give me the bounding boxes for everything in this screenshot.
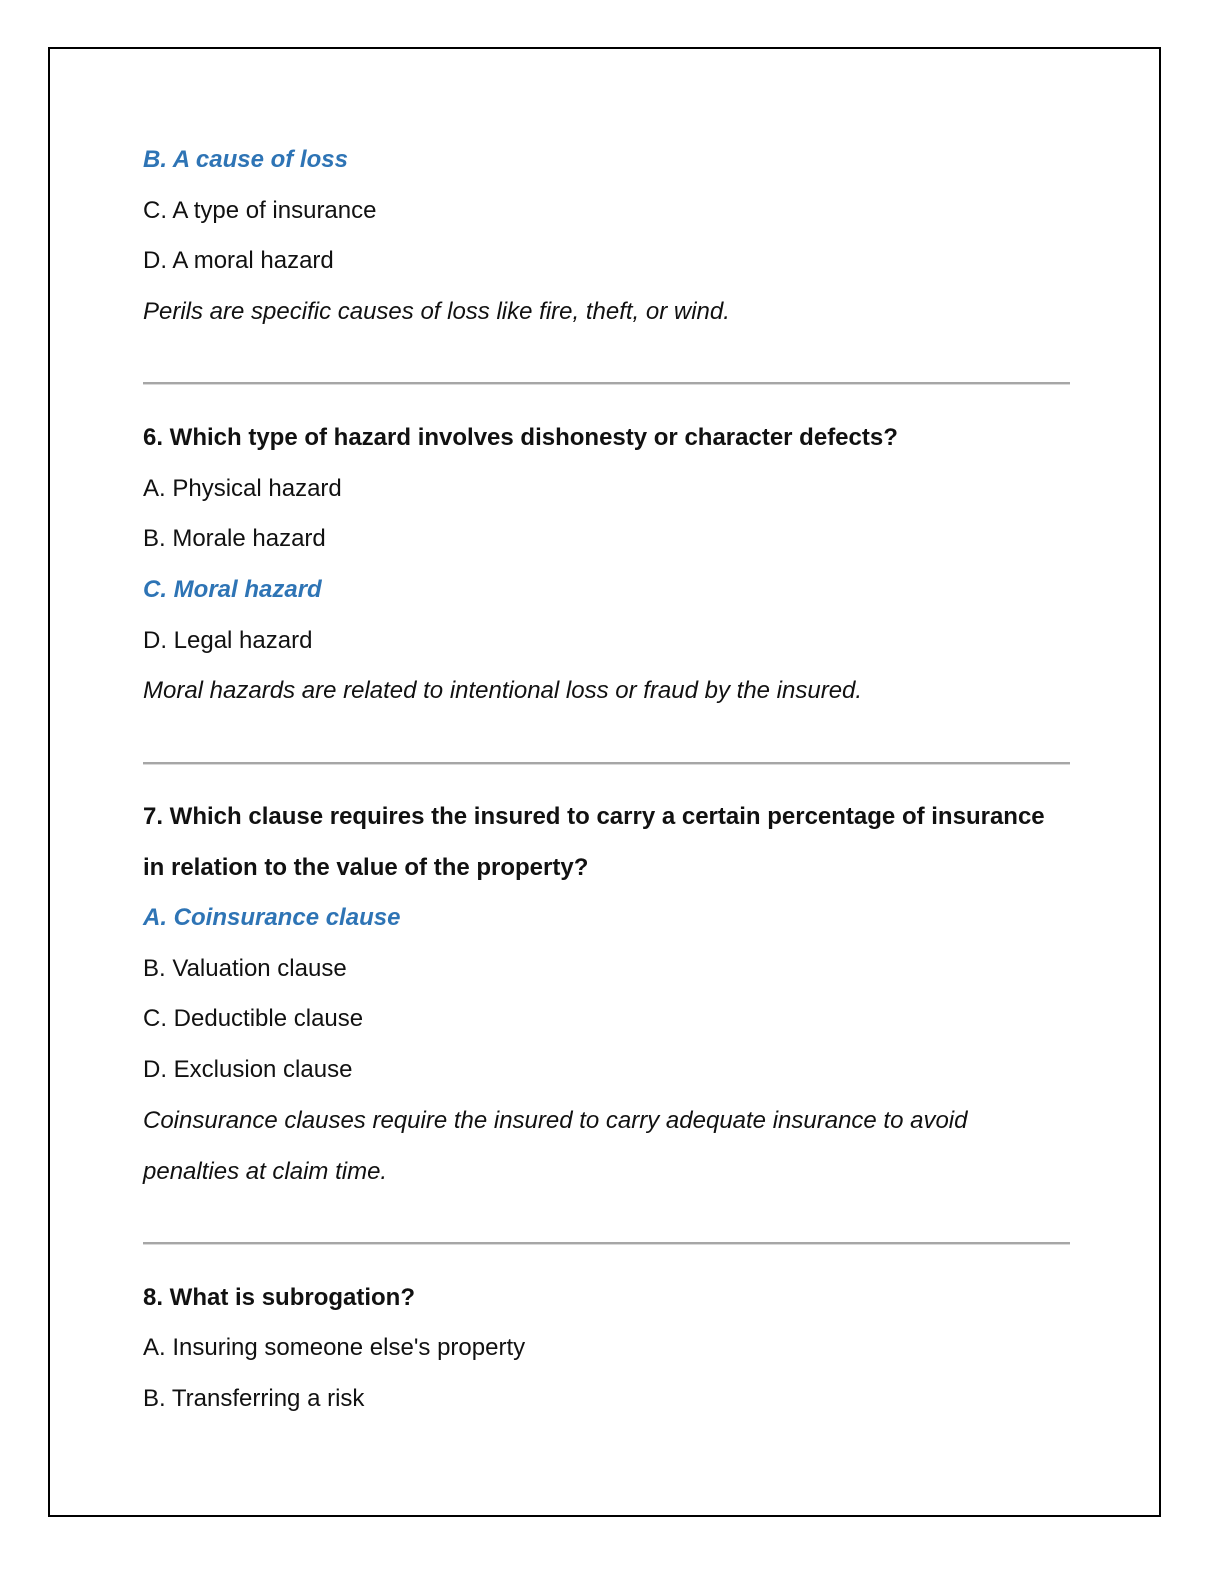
q7-explanation-line2: penalties at claim time. — [143, 1158, 388, 1185]
divider — [143, 1242, 1070, 1244]
q7-option-c: C. Deductible clause — [143, 1005, 364, 1032]
q7-option-a-correct: A. Coinsurance clause — [143, 904, 401, 931]
q6-explanation: Moral hazards are related to intentional loss or fraud by the insured. — [143, 677, 863, 704]
q5-option-d: D. A moral hazard — [143, 247, 334, 274]
q6-option-c-correct: C. Moral hazard — [143, 576, 322, 603]
q6-option-d: D. Legal hazard — [143, 627, 313, 654]
divider — [143, 382, 1070, 384]
q5-option-b-correct: B. A cause of loss — [143, 146, 348, 173]
q6-option-a: A. Physical hazard — [143, 475, 342, 502]
q8-option-b: B. Transferring a risk — [143, 1385, 365, 1412]
q7-option-b: B. Valuation clause — [143, 955, 347, 982]
q5-explanation: Perils are specific causes of loss like fire, theft, or wind. — [143, 298, 730, 325]
q7-question-line2: in relation to the value of the property? — [143, 854, 589, 881]
q5-option-c: C. A type of insurance — [143, 197, 377, 224]
q7-question-line1: 7. Which clause requires the insured to carry a certain percentage of insurance — [143, 803, 1045, 830]
q8-option-a: A. Insuring someone else's property — [143, 1334, 526, 1361]
q6-question: 6. Which type of hazard involves dishonesty or character defects? — [143, 424, 898, 451]
q8-question: 8. What is subrogation? — [143, 1284, 416, 1311]
q7-explanation-line1: Coinsurance clauses require the insured to carry adequate insurance to avoid — [143, 1107, 968, 1134]
q6-option-b: B. Morale hazard — [143, 525, 326, 552]
q7-option-d: D. Exclusion clause — [143, 1056, 353, 1083]
divider — [143, 762, 1070, 764]
